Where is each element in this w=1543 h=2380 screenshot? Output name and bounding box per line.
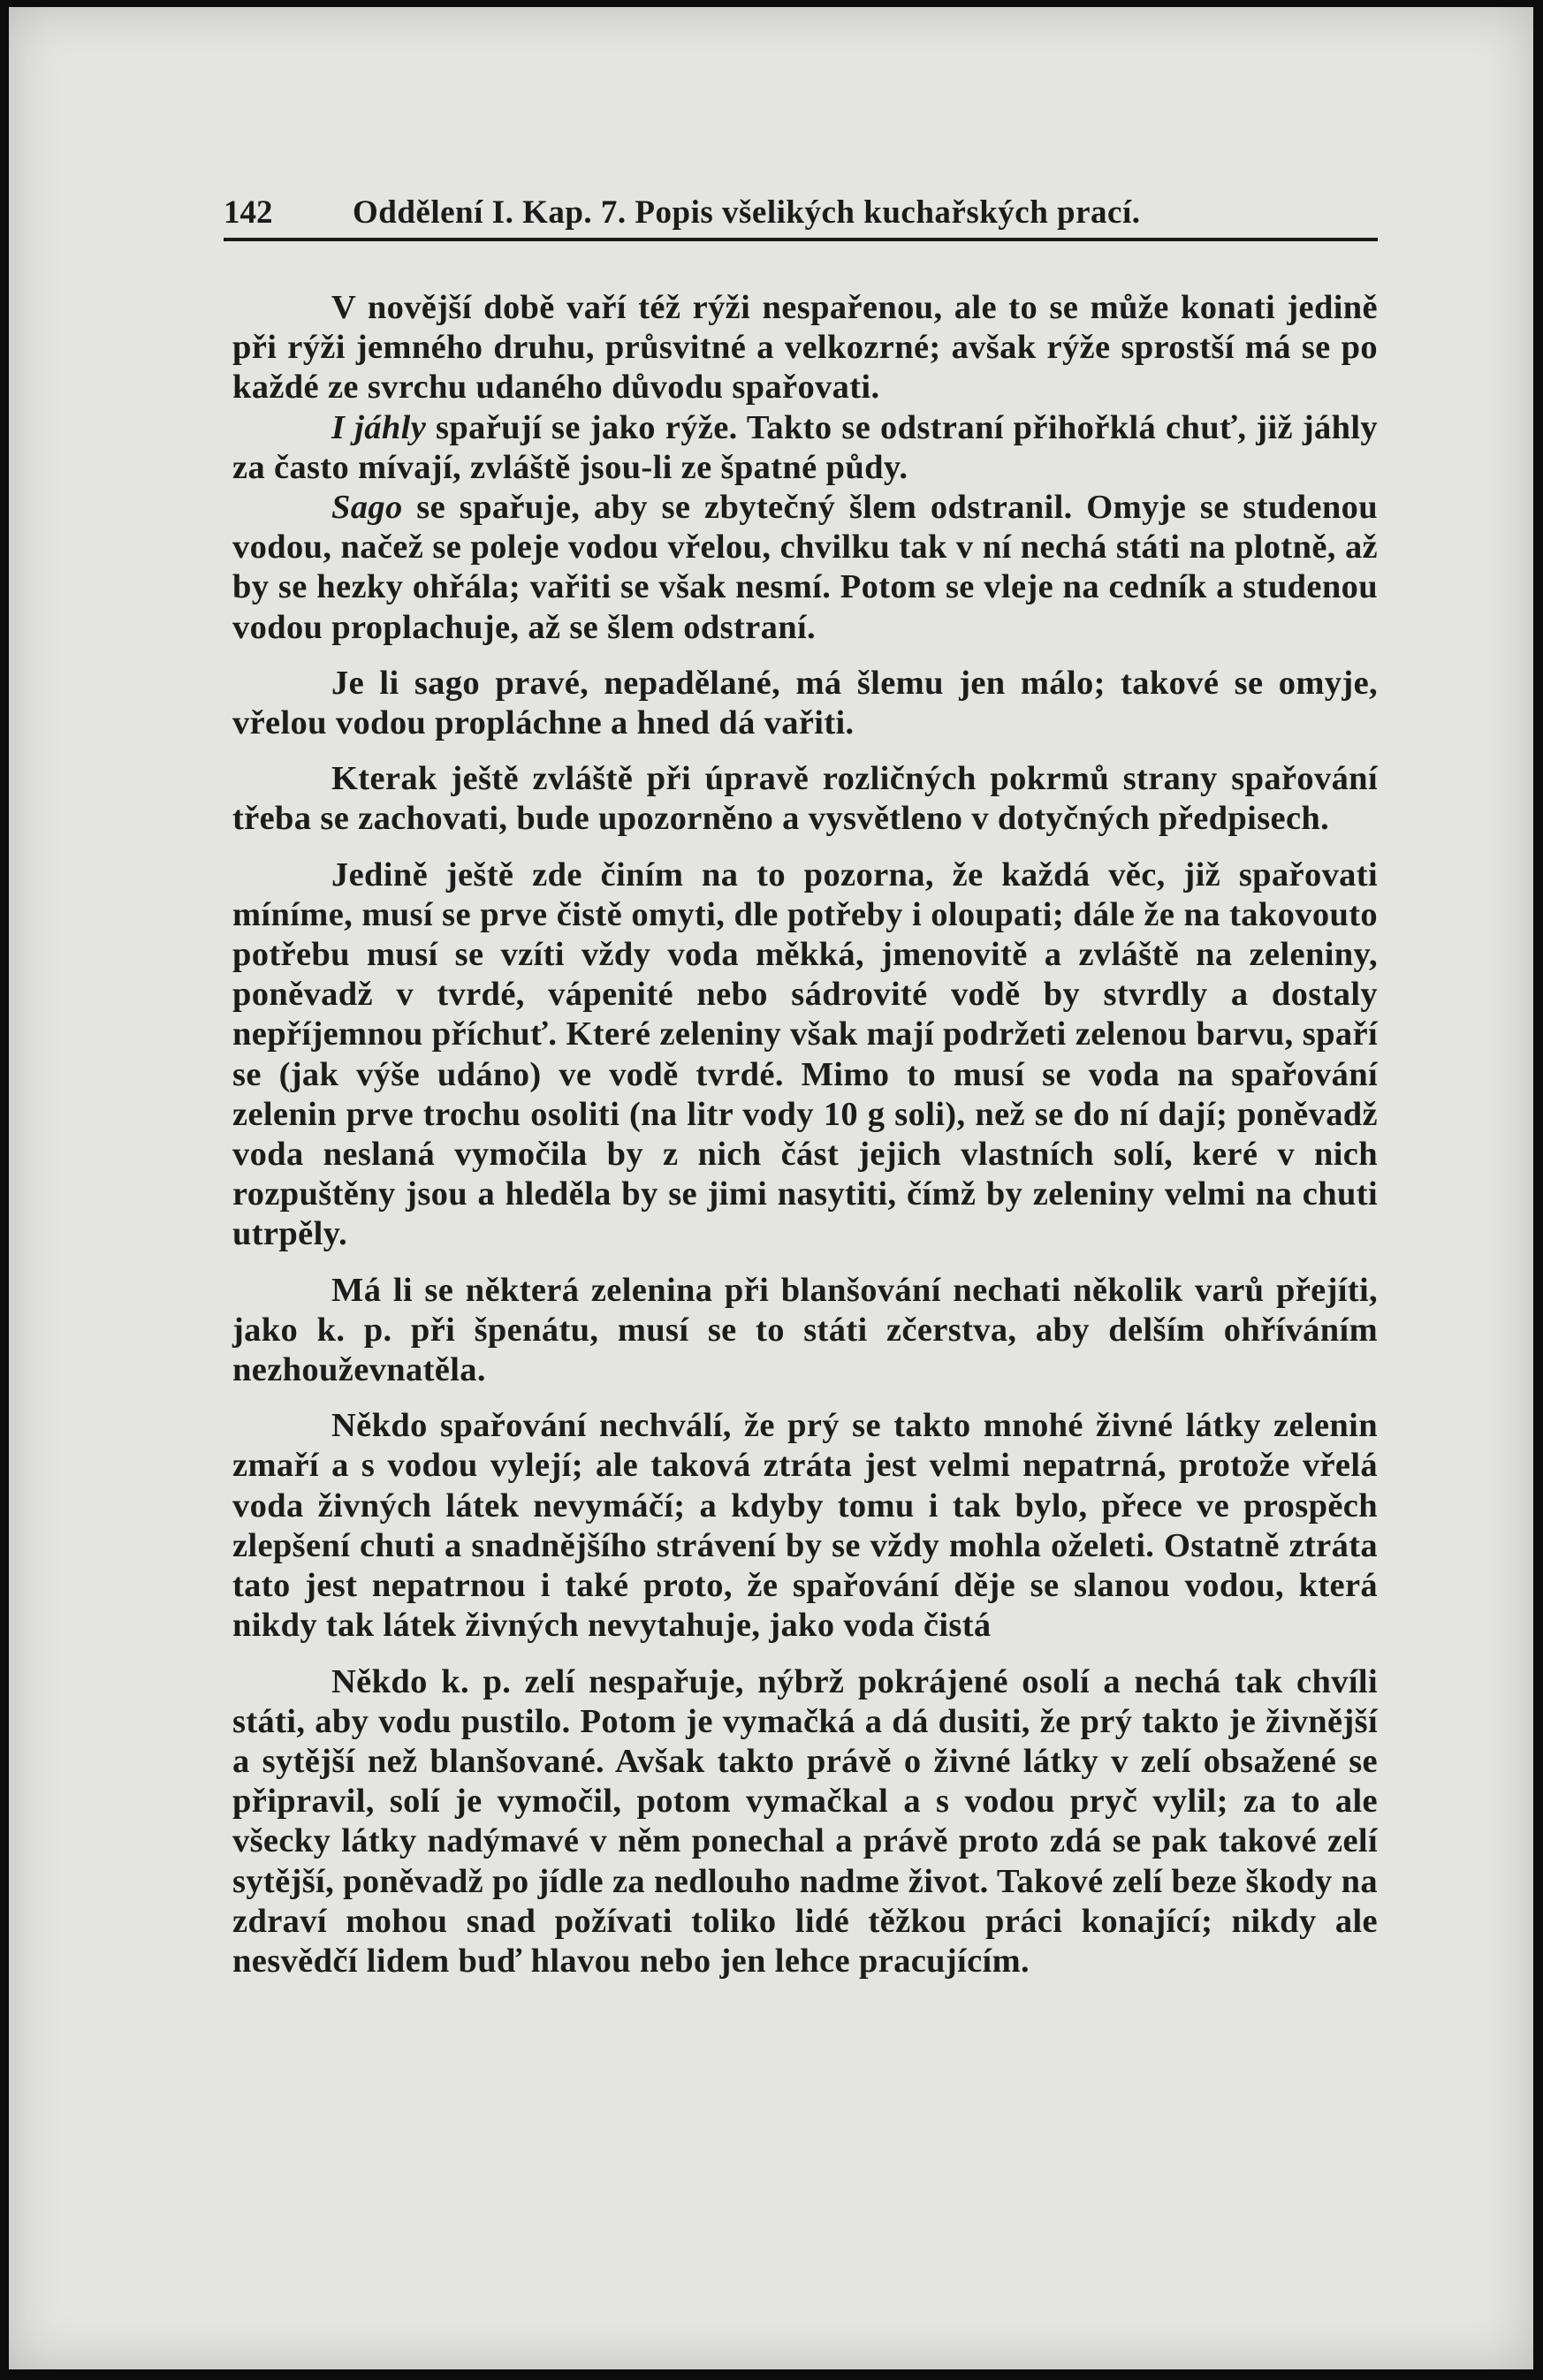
paragraph-nutrients — [232, 1406, 1378, 1646]
paragraph-millet — [232, 408, 1378, 488]
paragraph-sago — [232, 488, 1378, 648]
book-page — [9, 7, 1533, 2369]
paragraph-soft-water — [232, 855, 1378, 1255]
paragraph-text: V novější době vaří též rýži nespařenou, ale to se může konati jedině při rýži jemného druhu, průsvitné a velkozrné; avšak rýže sprostší má se po každé ze svrchu udaného důvodu spařovati. — [232, 289, 1378, 407]
term-millet: I jáhly — [331, 408, 427, 446]
running-title: Oddělení I. Kap. 7. Popis všelikých kuchařských prací. — [353, 194, 1141, 231]
term-sago: Sago — [331, 489, 403, 527]
paragraph-text: se spařuje, aby se zbytečný šlem odstranil. Omyje se studenou vodou, načež se poleje vodou vřelou, chvilku tak v ní nechá státi na plotně, až by se hezky ohřála; vařiti se však nesmí. Potom se vleje na cedník a studenou vodou proplachuje, až se šlem odstraní. — [232, 489, 1378, 646]
paragraph-recipes-note — [232, 759, 1378, 839]
body-text — [232, 288, 1378, 1988]
paragraph-text: Je li sago pravé, nepadělané, má šlemu jen málo; takové se omyje, vřelou vodou propláchne a hned dá vařiti. — [232, 664, 1378, 742]
page-number: 142 — [224, 194, 273, 231]
paragraph-text: Někdo spařování nechválí, že prý se takto mnohé živné látky zelenin zmaří a s vodou vylejí; ale taková ztráta jest velmi nepatrná, protože vřelá voda živných látek nevymáčí; a kdyby tomu i tak bylo, přece ve prospěch zlepšení chuti a snadnějšího strávení by se vždy mohla oželeti. Ostatně ztráta tato jest nepatrnou i také proto, že spařování děje se slanou vodou, která nikdy tak látek živných nevytahuje, jako voda čistá — [232, 1407, 1378, 1645]
paragraph-text: spařují se jako rýže. Takto se odstraní přihořklá chuť, již jáhly za často mívají, zvláště jsou-li ze špatné půdy. — [232, 408, 1379, 486]
paragraph-text: Má li se některá zelenina při blanšování nechati několik varů přejíti, jako k. p. při špenátu, musí se to státi zčerstva, aby delším ohříváním nezhouževnatěla. — [232, 1271, 1378, 1389]
paragraph-text: Někdo k. p. zelí nespařuje, nýbrž pokrájené osolí a nechá tak chvíli státi, aby vodu pustilo. Potom je vymačká a dá dusiti, že prý takto je živnější a sytější než blanšované. Avšak takto právě o živné látky v zelí obsažené se připravil, solí je vymočil, potom vymačkal a s vodou pryč vylil; za to ale všecky látky nadýmavé v něm ponechal a právě proto zdá se pak takové zelí sytější, poněvadž po jídle za nedlouho nadme život. Takové zelí beze škody na zdraví mohou snad požívati toliko lidé těžkou práci konající; nikdy ale nesvědčí lidem buď hlavou nebo jen lehce pracujícím. — [232, 1662, 1378, 1980]
running-header — [224, 188, 1378, 241]
paragraph-cabbage — [232, 1662, 1378, 1982]
paragraph-text: Kterak ještě zvláště při úpravě rozličných pokrmů strany spařování třeba se zachovati, bude upozorněno a vysvětleno v dotyčných předpisech. — [232, 760, 1378, 838]
paragraph-pure-sago — [232, 664, 1378, 743]
paragraph-blanching — [232, 1271, 1378, 1391]
paragraph-text: Jedině ještě zde činím na to pozorna, že každá věc, již spařovati míníme, musí se prve čistě omyti, dle potřeby i oloupati; dále že na takovouto potřebu musí se vzíti vždy voda měkká, jmenovitě a zvláště na zeleniny, poněvadž v tvrdé, vápenité nebo sádrovité vodě by stvrdly a dostaly nepříjemnou příchuť. Které zeleniny však mají podržeti zelenou barvu, spaří se (jak výše udáno) ve vodě tvrdé. Mimo to musí se voda na spařování zelenin prve trochu osoliti (na litr vody 10 g soli), než se do ní dají; poněvadž voda neslaná vymočila by z nich část jejich vlastních solí, keré v nich rozpuštěny jsou a hleděla by se jimi nasytiti, čímž by zeleniny velmi na chuti utrpěly. — [232, 855, 1378, 1253]
paragraph-rice — [232, 288, 1378, 408]
